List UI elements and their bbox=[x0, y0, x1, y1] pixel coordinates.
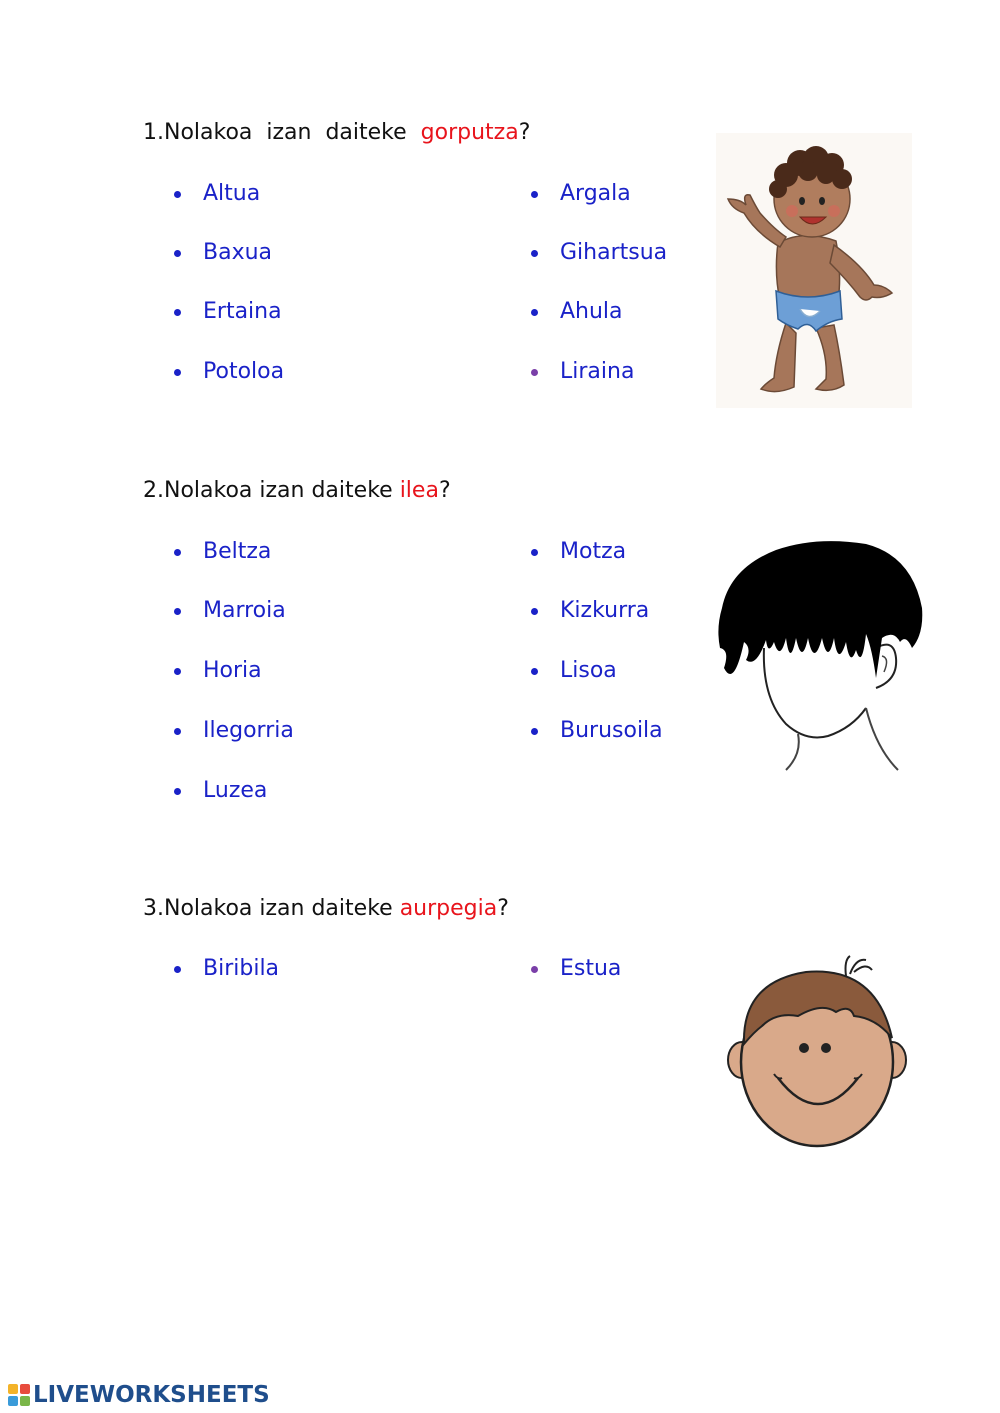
list-item-label: Biribila bbox=[203, 956, 280, 981]
question-prefix: 3.Nolakoa izan daiteke bbox=[143, 896, 400, 921]
list-item bbox=[560, 240, 667, 266]
list-item bbox=[560, 718, 663, 744]
bullet-icon bbox=[174, 369, 181, 376]
list-item bbox=[203, 240, 272, 266]
bullet-icon bbox=[531, 728, 538, 735]
bullet-icon bbox=[174, 728, 181, 735]
question-1-title bbox=[143, 120, 530, 145]
list-item-label: Gihartsua bbox=[560, 240, 668, 265]
list-item-label: Horia bbox=[203, 658, 262, 683]
list-item-label: Ertaina bbox=[203, 299, 282, 324]
bullet-icon bbox=[531, 309, 538, 316]
list-item-label: Argala bbox=[560, 181, 631, 206]
list-item-label: Luzea bbox=[203, 778, 268, 803]
logo-blocks-icon bbox=[8, 1384, 30, 1406]
question-suffix: ? bbox=[497, 896, 509, 921]
bullet-icon bbox=[531, 191, 538, 198]
list-item-label: Burusoila bbox=[560, 718, 663, 743]
list-item bbox=[203, 181, 260, 207]
list-item bbox=[560, 539, 626, 565]
liveworksheets-logo[interactable] bbox=[8, 1381, 270, 1409]
list-item-label: Motza bbox=[560, 539, 627, 564]
list-item-label: Altua bbox=[203, 181, 261, 206]
list-item-label: Ahula bbox=[560, 299, 623, 324]
bullet-icon bbox=[174, 191, 181, 198]
bullet-icon bbox=[174, 549, 181, 556]
logo-brand-text: LIVEWORKSHEETS bbox=[33, 1382, 270, 1408]
list-item bbox=[560, 299, 623, 325]
question-keyword: gorputza bbox=[420, 120, 519, 145]
list-item bbox=[560, 598, 649, 624]
list-item-label: Liraina bbox=[560, 359, 635, 384]
hair-head-illustration bbox=[716, 538, 928, 778]
list-item bbox=[203, 359, 284, 385]
list-item bbox=[560, 658, 617, 684]
question-keyword: ilea bbox=[399, 478, 439, 503]
bullet-icon bbox=[174, 608, 181, 615]
list-item-label: Estua bbox=[560, 956, 622, 981]
list-item-label: Marroia bbox=[203, 598, 286, 623]
question-prefix: 2.Nolakoa izan daiteke bbox=[143, 478, 400, 503]
bullet-icon bbox=[174, 668, 181, 675]
boy-body-illustration bbox=[716, 133, 912, 408]
list-item-label: Potoloa bbox=[203, 359, 285, 384]
bullet-icon bbox=[174, 966, 181, 973]
bullet-icon bbox=[531, 966, 538, 973]
question-suffix: ? bbox=[438, 478, 451, 503]
question-keyword: aurpegia bbox=[399, 896, 498, 921]
question-suffix: ? bbox=[518, 120, 531, 145]
list-item bbox=[203, 956, 279, 982]
list-item bbox=[203, 778, 267, 804]
question-3-title bbox=[143, 896, 509, 921]
list-item-label: Beltza bbox=[203, 539, 272, 564]
list-item bbox=[560, 956, 621, 982]
list-item bbox=[203, 718, 294, 744]
list-item bbox=[203, 658, 262, 684]
bullet-icon bbox=[174, 309, 181, 316]
list-item-label: Lisoa bbox=[560, 658, 617, 683]
bullet-icon bbox=[531, 668, 538, 675]
bullet-icon bbox=[174, 250, 181, 257]
bullet-icon bbox=[531, 369, 538, 376]
list-item bbox=[560, 359, 634, 385]
list-item bbox=[560, 181, 631, 207]
question-prefix: 1.Nolakoa izan daiteke bbox=[143, 120, 421, 145]
list-item bbox=[203, 299, 282, 325]
list-item-label: Baxua bbox=[203, 240, 273, 265]
bullet-icon bbox=[531, 608, 538, 615]
bullet-icon bbox=[174, 788, 181, 795]
bullet-icon bbox=[531, 250, 538, 257]
list-item bbox=[203, 539, 271, 565]
list-item-label: Ilegorria bbox=[203, 718, 294, 743]
list-item bbox=[203, 598, 286, 624]
face-illustration bbox=[726, 952, 908, 1152]
list-item-label: Kizkurra bbox=[560, 598, 650, 623]
bullet-icon bbox=[531, 549, 538, 556]
question-2-title bbox=[143, 478, 451, 503]
